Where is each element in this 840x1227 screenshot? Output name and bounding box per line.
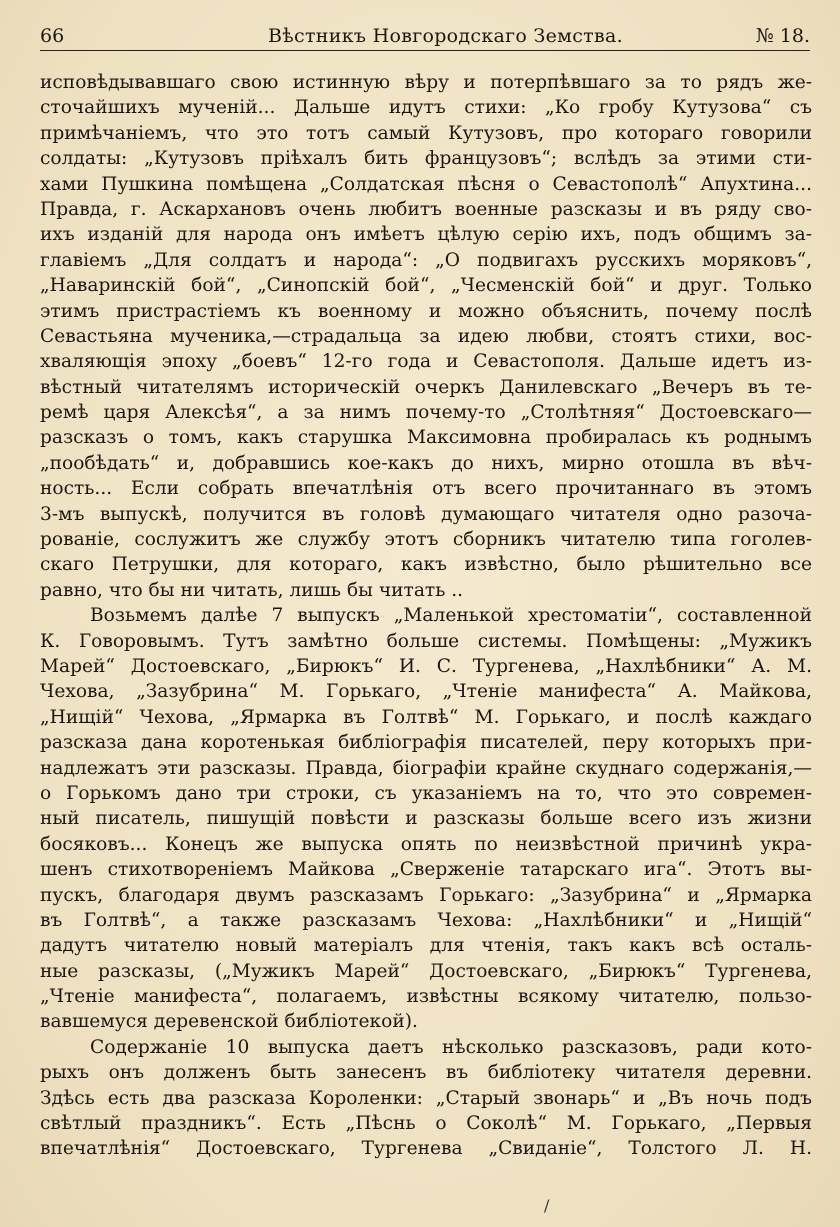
text-line: сточайшихъ мученій... Дальше идутъ стихи: „Ко гробу Кутузова“ съ: [40, 97, 812, 119]
text-line: ихъ изданій для народа онъ имѣетъ цѣлую серію ихъ, подъ общимъ за-: [40, 224, 812, 246]
text-line: солдаты: „Кутузовъ пріѣхалъ бить французовъ“; вслѣдъ за этими сти-: [40, 148, 812, 170]
text-line: ный писатель, пишущій повѣсти и разсказы больше всего изъ жизни: [40, 808, 812, 830]
text-line: Содержаніе 10 выпуска даетъ нѣсколько разсказовъ, ради кото-: [90, 1036, 812, 1058]
text-line: хваляющія эпоху „боевъ“ 12-го года и Севастополя. Дальше идетъ из-: [40, 351, 812, 373]
text-line: свѣтлый праздникъ“. Есть „Пѣснь о Соколѣ“ М. Горькаго, „Первыя: [40, 1113, 812, 1135]
text-line: пускъ, благодаря двумъ разсказамъ Горькаго: „Зазубрина“ и „Ярмарка: [40, 884, 812, 906]
text-line: дадутъ читателю новый матеріалъ для чтенія, такъ какъ всѣ осталь-: [40, 935, 812, 957]
text-line: Правда, г. Аскархановъ очень любитъ военные разсказы и въ ряду сво-: [40, 198, 812, 220]
text-line: рыхъ онъ долженъ быть занесенъ въ библіотеку читателя деревни.: [40, 1062, 812, 1084]
header-rule: [40, 50, 810, 51]
text-line: скаго Петрушки, для котораго, какъ извѣстно, было рѣшительно все: [40, 554, 812, 576]
page-number: 66: [40, 25, 65, 47]
issue-number: № 18.: [755, 25, 810, 47]
text-line: 3-мъ выпускѣ, получится въ головѣ думающаго читателя одно разоча-: [40, 503, 812, 525]
journal-title: Вѣстникъ Новгородскаго Земства.: [268, 25, 623, 47]
text-line: равно, что бы ни читать, лишь бы читать ..: [40, 579, 464, 601]
text-line: ность... Если собрать впечатлѣнія отъ всего прочитаннаго въ этомъ: [40, 478, 812, 500]
text-line: рованіе, сослужитъ же службу этотъ сборникъ читателю типа гоголев-: [40, 529, 812, 551]
text-line: надлежатъ эти разсказы. Правда, біографіи крайне скуднаго содержанія,—: [40, 757, 812, 779]
text-line: босяковъ... Конецъ же выпуска опять по неизвѣстной причинѣ укра-: [40, 833, 812, 855]
text-line: примѣчаніемъ, что это тотъ самый Кутузовъ, про котораго говорили: [40, 122, 812, 144]
text-line: ремѣ царя Алексѣя“, а за нимъ почему-то „Столѣтняя“ Достоевскаго—: [40, 402, 812, 424]
text-line: разсказа дана коротенькая библіографія писателей, перу которыхъ при-: [40, 732, 812, 754]
text-line: „Нищій“ Чехова, „Ярмарка въ Голтвѣ“ М. Горькаго, и послѣ каждаго: [40, 706, 812, 728]
body-text: [40, 70, 812, 1162]
text-line: К. Говоровымъ. Тутъ замѣтно больше системы. Помѣщены: „Мужикъ: [40, 630, 812, 652]
text-line: въ Голтвѣ“, а также разсказамъ Чехова: „Нахлѣбники“ и „Нищій“: [40, 909, 812, 931]
text-line: этимъ пристрастіемъ къ военному и можно объяснить, почему послѣ: [40, 300, 812, 322]
text-line: разсказъ о томъ, какъ старушка Максимовна пробиралась къ роднымъ: [40, 427, 812, 449]
text-line: ные разсказы, („Мужикъ Марей“ Достоевскаго, „Бирюкъ“ Тургенева,: [40, 960, 812, 982]
text-line: Здѣсь есть два разсказа Короленки: „Старый звонарь“ и „Въ ночь подъ: [40, 1087, 812, 1109]
running-head: [40, 22, 810, 50]
text-line: шенъ стихотвореніемъ Майкова „Сверженіе татарскаго ига“. Этотъ вы-: [40, 859, 812, 881]
text-line: Чехова, „Зазубрина“ М. Горькаго, „Чтеніе манифеста“ А. Майкова,: [40, 681, 812, 703]
text-line: „пообѣдать“ и, добравшись кое-какъ до нихъ, мирно отошла въ вѣч-: [40, 452, 812, 474]
text-line: вѣстный читателямъ историческій очеркъ Данилевскаго „Вечеръ въ те-: [40, 376, 812, 398]
text-line: хами Пушкина помѣщена „Солдатская пѣсня о Севастополѣ“ Апухтина...: [40, 173, 812, 195]
text-line: „Чтеніе манифеста“, полагаемъ, извѣстны всякому читателю, пользо-: [40, 986, 812, 1008]
text-line: главіемъ „Для солдатъ и народа“: „О подвигахъ русскихъ моряковъ“,: [40, 249, 812, 271]
text-line: впечатлѣнія“ Достоевскаго, Тургенева „Свиданіе“, Толстого Л. Н.: [40, 1138, 812, 1160]
text-line: Севастьяна мученика,—страдальца за идею любви, стоятъ стихи, вос-: [40, 325, 812, 347]
text-line: „Наваринскій бой“, „Синопскій бой“, „Чесменскій бой“ и друг. Только: [40, 275, 812, 297]
text-line: Возьмемъ далѣе 7 выпускъ „Маленькой хрестоматіи“, составленной: [90, 605, 812, 627]
footer-mark: /: [544, 1196, 550, 1215]
text-line: исповѣдывавшаго свою истинную вѣру и потерпѣвшаго за то рядъ же-: [40, 72, 812, 93]
text-line: о Горькомъ дано три строки, съ указаніемъ на то, что это современ-: [40, 782, 812, 804]
text-line: вавшемуся деревенской библіотекой).: [40, 1011, 418, 1033]
text-line: Марей“ Достоевскаго, „Бирюкъ“ И. С. Тургенева, „Нахлѣбники“ А. М.: [40, 655, 812, 677]
